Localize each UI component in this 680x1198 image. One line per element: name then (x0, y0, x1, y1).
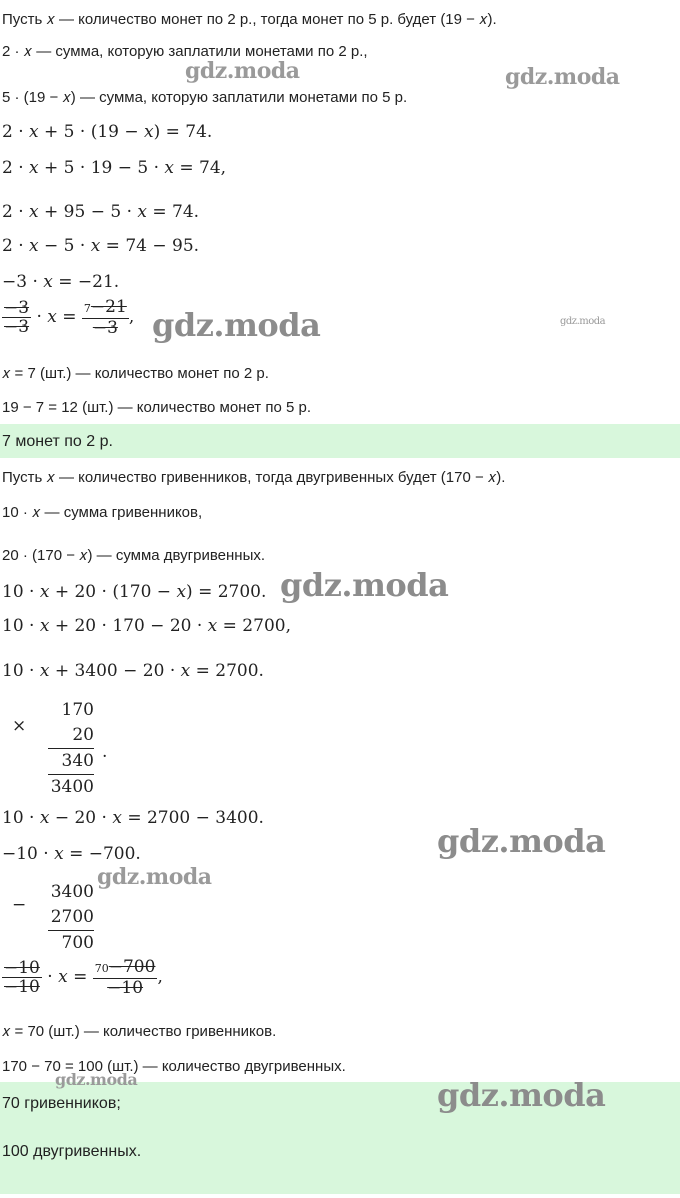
multiplication-column (48, 698, 94, 800)
task2-lhs-numerator: −10 (4, 958, 40, 978)
task1-lhs-fraction (2, 299, 31, 336)
task2-eq-3: 10 · 𝑥 + 3400 − 20 · 𝑥 = 2700. (2, 661, 264, 681)
task2-frac-end: , (157, 967, 163, 987)
task1-rhs-fraction (82, 298, 129, 337)
task1-answer: 7 монет по 2 р. (2, 433, 113, 450)
task2-lhs-fraction (2, 959, 42, 996)
task1-rhs-denominator: −3 (82, 318, 129, 337)
subtraction-column (48, 880, 94, 956)
task2-line-3: 20 · (170 − 𝑥) — сумма двугривенных. (2, 547, 266, 564)
task1-frac-mid: · 𝑥 = (36, 307, 77, 327)
task2-frac-mid: · 𝑥 = (47, 967, 88, 987)
watermark: gdz.moda (185, 58, 300, 84)
task2-line-1: Пусть 𝑥 — количество гривенников, тогда двугривенных будет (170 − 𝑥). (2, 469, 506, 486)
task1-lhs-denominator: −3 (4, 317, 30, 337)
task1-eq-3: 2 · 𝑥 + 95 − 5 · 𝑥 = 74. (2, 202, 200, 222)
watermark: gdz.moda (280, 566, 449, 604)
task2-line-2: 10 · 𝑥 — сумма гривенников, (2, 504, 203, 521)
task1-fraction-equation (2, 298, 134, 337)
watermark: gdz.moda (505, 64, 620, 90)
watermark: gdz.moda (55, 1070, 138, 1089)
sub-minuend: 3400 (50, 882, 94, 902)
sub-result: 700 (61, 933, 94, 953)
task1-frac-end: , (128, 307, 135, 327)
task1-line-2: 2 · 𝑥 — сумма, которую заплатили монетами по 2 р., (2, 43, 368, 60)
task2-answer-1: 70 гривенников; (2, 1095, 121, 1112)
watermark: gdz.moda (97, 864, 212, 890)
task2-lhs-denominator: −10 (4, 977, 40, 997)
watermark: gdz.moda (437, 1076, 606, 1114)
sub-sign: − (12, 895, 27, 915)
task1-eq-2: 2 · 𝑥 + 5 · 19 − 5 · 𝑥 = 74, (2, 158, 227, 178)
task1-rhs-numerator: −21 (90, 297, 127, 317)
watermark: gdz.moda (437, 822, 606, 860)
mult-dot: . (102, 742, 108, 762)
watermark: gdz.moda (560, 316, 606, 327)
task2-rhs-fraction (93, 958, 158, 997)
mult-result: 3400 (50, 777, 94, 797)
task1-eq-1: 2 · 𝑥 + 5 · (19 − 𝑥) = 74. (2, 122, 213, 142)
task2-answer-2: 100 двугривенных. (2, 1143, 142, 1160)
sub-subtrahend: 2700 (48, 905, 94, 931)
task2-line-10: 170 − 70 = 100 (шт.) — количество двугривенных. (2, 1058, 346, 1075)
task1-line-9: 𝑥 = 7 (шт.) — количество монет по 2 р. (2, 365, 269, 382)
task1-line-3: 5 · (19 − 𝑥) — сумма, которую заплатили монетами по 5 р. (2, 89, 408, 106)
task1-lhs-numerator: −3 (4, 298, 30, 318)
task2-fraction-equation (2, 958, 163, 997)
watermark: gdz.moda (152, 306, 321, 344)
task2-eq-5: −10 · 𝑥 = −700. (2, 844, 141, 864)
task2-eq-1: 10 · 𝑥 + 20 · (170 − 𝑥) = 2700. (2, 582, 267, 602)
task2-rhs-denominator: −10 (93, 978, 158, 997)
mult-factor-a: 170 (61, 700, 94, 720)
task2-rhs-reduced: 70 (94, 962, 109, 975)
task1-eq-4: 2 · 𝑥 − 5 · 𝑥 = 74 − 95. (2, 236, 200, 256)
task1-line-10: 19 − 7 = 12 (шт.) — количество монет по 5 р. (2, 399, 311, 416)
task2-line-9: 𝑥 = 70 (шт.) — количество гривенников. (2, 1023, 277, 1040)
mult-factor-b: 20 (48, 723, 94, 749)
task1-eq-5: −3 · 𝑥 = −21. (2, 272, 120, 292)
task2-rhs-numerator: −700 (108, 957, 156, 977)
task2-eq-4: 10 · 𝑥 − 20 · 𝑥 = 2700 − 3400. (2, 808, 264, 828)
task1-rhs-reduced: 7 (83, 302, 91, 315)
mult-partial: 340 (48, 749, 94, 775)
task1-line-1: Пусть 𝑥 — количество монет по 2 р., тогда монет по 5 р. будет (19 − 𝑥). (2, 11, 497, 28)
mult-sign: × (12, 716, 27, 736)
task2-eq-2: 10 · 𝑥 + 20 · 170 − 20 · 𝑥 = 2700, (2, 616, 291, 636)
